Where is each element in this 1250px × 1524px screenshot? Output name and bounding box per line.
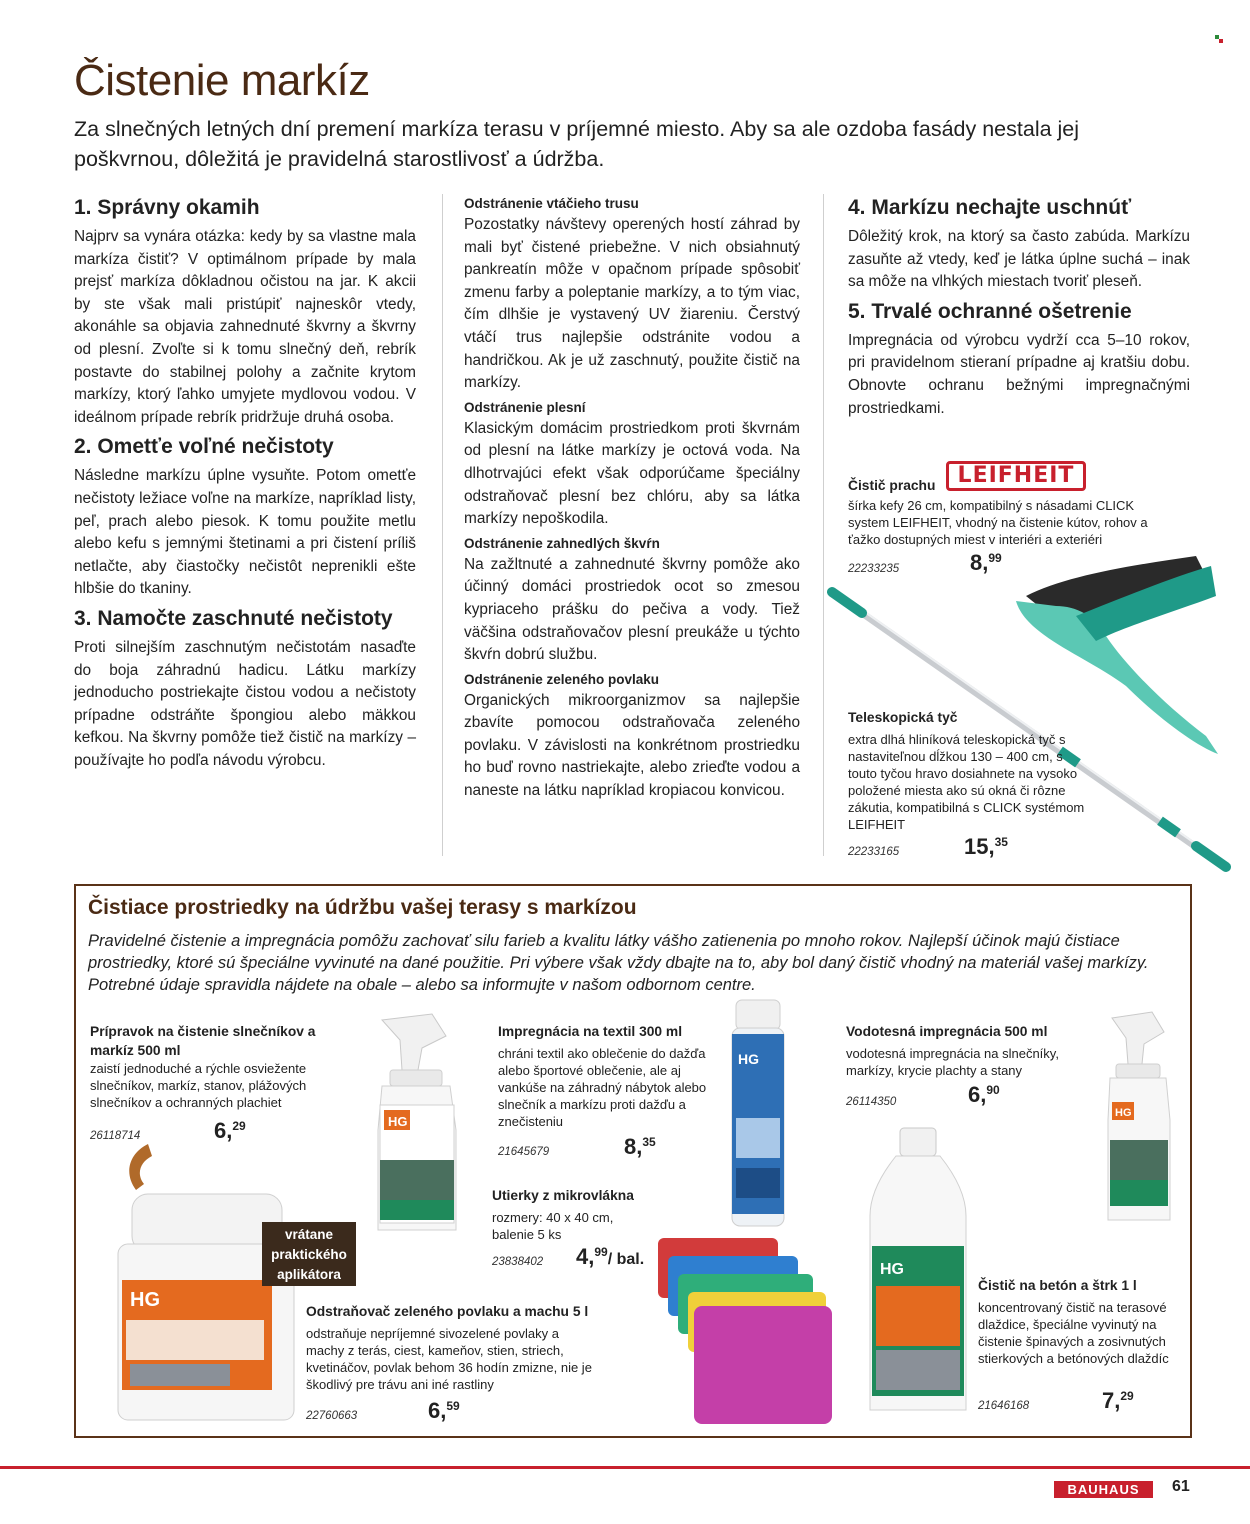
product-code: 22760663: [306, 1410, 358, 1422]
subsection-title: Odstránenie plesní: [464, 399, 586, 415]
product-code: 21646168: [978, 1400, 1030, 1412]
subsection-title: Odstránenie zahnedlých škvŕn: [464, 535, 660, 551]
brush-code: 22233235: [848, 563, 900, 575]
product-description: zaistí jednoduché a rýchle osviežente slnečníkov, markíz, stanov, plážových slnečníkov a ochranných plachiet: [90, 1061, 307, 1110]
product-name: Utierky z mikrovlákna: [492, 1188, 634, 1203]
brush-product: [848, 476, 948, 495]
section-5-text: Impregnácia od výrobcu vydrží cca 5–10 rokov, pri pravidelnom stieraní prípadne aj kratšiu dobu. Obnovte ochranu bežnými impregnačnými prostriedkami.: [848, 331, 1190, 417]
product-sunshade-cleaner: [90, 1022, 330, 1111]
leifheit-logo: LEIFHEIT: [946, 461, 1086, 491]
product-name: Čistič prachu: [848, 478, 936, 493]
spray-bottle-image: [372, 1010, 464, 1238]
brush-description: šírka kefy 26 cm, kompatibilný s násadami CLICK system LEIFHEIT, vhodný na čistenie kútov, rohov a ťažko dostupných miest v interiéri a exteriéri: [848, 498, 1148, 547]
product-description: rozmery: 40 x 40 cm, balenie 5 ks: [492, 1210, 614, 1242]
section-3-title: 3. Namočte zaschnuté nečistoty: [74, 606, 393, 630]
subsection-title: Odstránenie zeleného povlaku: [464, 671, 660, 687]
subsection-text: Pozostatky návštevy operených hostí záhrad by mali byť čistené priebežne. V nich obsiahnutý pankreatín môže v opačnom prípade spôsobiť zmenu farby a poleptanie markízy, a to tým viac, čím dlhšie je vystavený UV žiareniu. Čerstvý vtáčí trus najlepšie odstránite vodou a handričkou. Ak je už zaschnutý, použite čistič na markízy.: [464, 216, 800, 392]
section-3-text: Proti silnejším zaschnutým nečistotám nasaďte do boja záhradnú hadicu. Látku markízy jednoducho postriekajte čistou vodou a nečistoty prípadne odstráňte špongiou alebo mäkkou kefkou. Na škvrny pomôže tiež čistič na markízy – používajte ho podľa návodu výrobcu.: [74, 638, 416, 769]
product-name: Impregnácia na textil 300 ml: [498, 1024, 683, 1039]
brush-price: 8,99: [970, 550, 1002, 575]
product-description: vodotesná impregnácia na slnečníky, markízy, krycie plachty a stany: [846, 1046, 1059, 1078]
subsection-text: Organických mikroorganizmov sa najlepšie zbavíte pomocou odstraňovača zeleného povlaku. V závislosti na konkrétnom prostriedku ho buď rovno nastriekajte, alebo zrieďte vodou a naneste na látku napríklad kropiacou konvicou.: [464, 691, 800, 800]
svg-text:HG: HG: [738, 1051, 759, 1067]
section-4-text: Dôležitý krok, na ktorý sa často zabúda. Markízu zasuňte až vtedy, keď je látka úplne suchá – inak sa môže na vlhkých miestach tvoriť pleseň.: [848, 228, 1190, 291]
product-price: 6,59: [428, 1398, 460, 1423]
cleaner-bottle-image: [866, 1126, 970, 1416]
product-name: Čistič na betón a štrk 1 l: [978, 1278, 1137, 1293]
product-price: 7,29: [1102, 1388, 1134, 1413]
spray-can-image: [728, 998, 788, 1230]
section-5-title: 5. Trvalé ochranné ošetrenie: [848, 299, 1132, 323]
section-2-title: 2. Ometťe voľné nečistoty: [74, 435, 334, 459]
svg-text:HG: HG: [388, 1114, 408, 1129]
products-box-intro: Pravidelné čistenie a impregnácia pomôžu zachovať silu farieb a kvalitu látky vášho zatienenia po mnoho rokov. Najlepší účinok majú čistiace prostriedky, ktoré sú špeciálne vyvinuté na dané použitie. Pri výbere však vždy dbajte na to, aby bol daný čistič vhodný na materiál vašej markízy. Potrebné údaje spravidla nájdete na obale – alebo sa informujte v našom odbornom centre.: [88, 932, 1149, 994]
corner-mark-icon: [1215, 30, 1223, 38]
microfiber-cloths-image: [628, 1232, 836, 1426]
product-price: 4,99/ bal.: [576, 1244, 645, 1269]
product-textile-impregnation: [498, 1022, 720, 1130]
page-number: 61: [1172, 1478, 1190, 1495]
product-code: 21645679: [498, 1146, 550, 1158]
svg-text:HG: HG: [130, 1289, 160, 1311]
product-price: 8,35: [624, 1134, 656, 1159]
product-waterproof-impregnation: [846, 1022, 1076, 1079]
section-1-text: Najprv sa vynára otázka: kedy by sa vlastne mala markíza čistiť? V optimálnom prípade by mala prejsť markíza dôkladnou očistou na jar. K akcii by ste však mali pristúpiť najneskôr vtedy, akonáhle sa objavia zahnednuté škvrny a škvrny od plesní. Zvoľte si k tomu slnečný deň, rebrík postavte do stabilnej polohy a začnite krytom markízy, ktorý ľahko umyjete mydlovou vodou. V ideálnom prípade rebrík pridržuje druhá osoba.: [74, 228, 416, 426]
svg-text:HG: HG: [880, 1261, 904, 1278]
product-price: 6,29: [214, 1118, 246, 1143]
subsection-text: Klasickým domácim prostriedkom proti škvrnám od plesní na látke markízy je octová voda. Na dlhotrvajúci efekt však odporúčame špeciálny odstraňovač plesní bez chlóru, aby sa látka markízy nepoškodila.: [464, 419, 800, 528]
section-1-title: 1. Správny okamih: [74, 196, 260, 219]
section-4-title: 4. Markízu nechajte uschnúť: [848, 196, 1132, 219]
product-description: chráni textil ako oblečenie do dažďa alebo športové oblečenie, ale aj vankúše na záhradný nábytok alebo slnečník a markízu proti dažďu a znečisteniu: [498, 1046, 707, 1129]
product-code: 26118714: [90, 1130, 141, 1142]
product-green-remover: [306, 1302, 596, 1393]
product-description: extra dlhá hliníková teleskopická tyč s nastaviteľnou dĺžkou 130 – 400 cm, s touto tyčou hravo dosiahnete na vysoko položené miesta ako sú okná či rôzne zákutia, kompatibilná s CLICK systémom LEIFHEIT: [848, 732, 1085, 832]
spray-bottle-image: [1104, 1010, 1174, 1224]
pole-code: 22233165: [848, 846, 900, 858]
subsection-title: Odstránenie vtáčieho trusu: [464, 196, 639, 211]
column-divider: [823, 194, 824, 856]
footer-line: [0, 1466, 1250, 1469]
product-concrete-cleaner: [978, 1276, 1174, 1367]
product-code: 26114350: [846, 1096, 897, 1108]
column-divider: [442, 194, 443, 856]
pole-price: 15,35: [964, 834, 1008, 859]
product-description: koncentrovaný čistič na terasové dlaždice, špeciálne vyvinutý na čistenie špinavých a zosivnutých stierkových a betónových dlaždíc: [978, 1300, 1169, 1366]
products-box-title: Čistiace prostriedky na údržbu vašej terasy s markízou: [88, 896, 637, 919]
product-description: odstraňuje nepríjemné sivozelené povlaky a machy z terás, ciest, kameňov, stien, striech, kvetináčov, povlak behom 36 hodín zmizne, nie je škodlivý pre trávu ani iné rastliny: [306, 1326, 592, 1392]
product-price: 6,90: [968, 1082, 1000, 1107]
applicator-badge: vrátane praktického aplikátora: [262, 1222, 356, 1286]
subsection-text: Na zažltnuté a zahnednuté škvrny pomôže ako účinný domáci prostriedok ocot so zmesou kypriaceho prášku do pečiva a vody. Tiež väčšina odstraňovačov plesní preukáže u týchto škvŕn dobrú službu.: [464, 555, 800, 664]
page-intro: Za slnečných letných dní premení markíza terasu v príjemné miesto. Aby sa ale ozdoba fasády nestala jej poškvrnou, dôležitá je pravidelná starostlivosť a údržba.: [74, 117, 1080, 171]
column-3: [848, 194, 1190, 424]
bauhaus-logo: BAUHAUS: [1054, 1481, 1153, 1498]
column-2: [464, 192, 800, 806]
product-name: Vodotesná impregnácia 500 ml: [846, 1024, 1048, 1039]
section-2-text: Následne markízu úplne vysuňte. Potom ometťe nečistoty ležiace voľne na markíze, napríklad listy, peľ, prach alebo piesok. K tomu použite metlu alebo kefu s jemnými štetinami a pri čistení príliš netlačte, aby čiastočky nečistôt neprenikli ešte hlbšie do tkaniny.: [74, 467, 416, 598]
product-name: Odstraňovač zeleného povlaku a machu 5 l: [306, 1304, 589, 1319]
product-code: 23838402: [492, 1256, 544, 1268]
column-1: [74, 194, 416, 776]
product-name: Teleskopická tyč: [848, 710, 958, 725]
pole-product: [848, 708, 1088, 833]
page-title: Čistenie markíz: [74, 56, 370, 105]
product-name: Prípravok na čistenie slnečníkov a markíz 500 ml: [90, 1024, 316, 1058]
svg-text:HG: HG: [1115, 1107, 1132, 1119]
